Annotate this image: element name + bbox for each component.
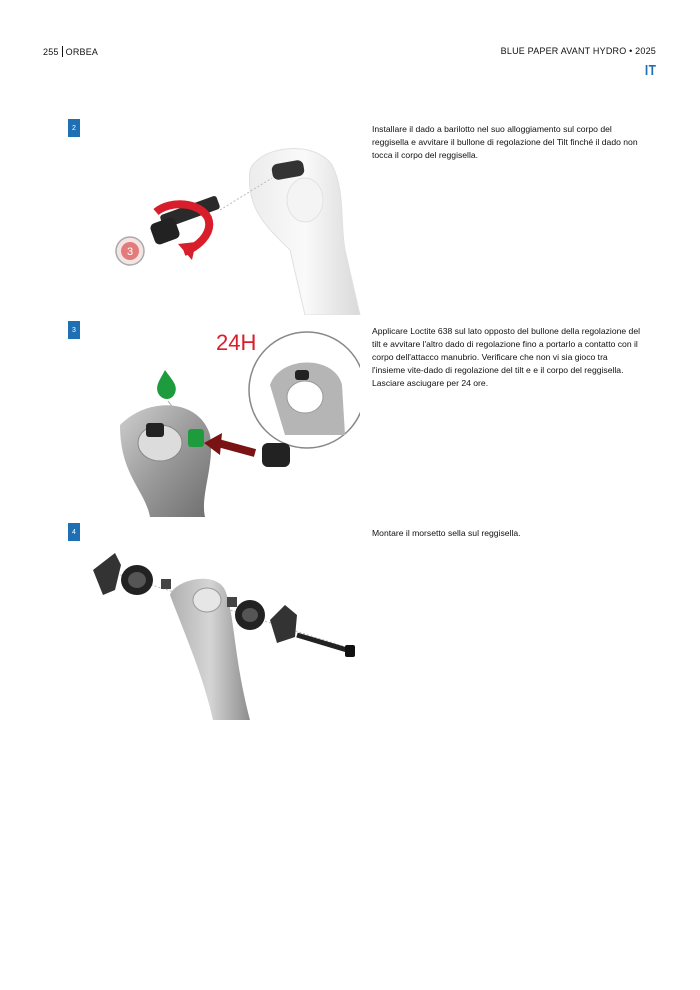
brand-name: ORBEA — [65, 46, 99, 57]
step-2-text: Installare il dado a barilotto nel suo alloggiamento sul corpo del reggisella e avvitare il bullone di regolazione del Tilt finché il dado non tocca il corpo del reggisella. — [372, 124, 638, 160]
callout-number: 3 — [126, 246, 134, 258]
step-3-text: Applicare Loctite 638 sul lato opposto del bullone della regolazione del tilt e avvitare l'altro dado di regolazione fino a portarlo a contatto con il corpo dell'attacco manubrio. Verificare che non vi sia gioco tra l'insieme vite-dado di regolazione del tilt e e il corpo del reggisella. Lasciare asciugare per 24 ore. — [372, 326, 641, 388]
step-3-illustration — [110, 325, 360, 517]
page-number: 255 — [43, 46, 59, 57]
language-code: IT — [644, 62, 656, 79]
loctite-drop-icon — [157, 370, 176, 399]
header-divider — [62, 46, 63, 57]
step-2-illustration — [100, 130, 362, 315]
page-header-left — [43, 46, 98, 57]
step-4-illustration — [85, 545, 360, 720]
step-4-badge: 4 — [68, 523, 80, 541]
cure-time-label: 24H — [216, 330, 257, 355]
step-3-badge: 3 — [68, 321, 80, 339]
step-4-text: Montare il morsetto sella sul reggisella. — [372, 528, 521, 538]
document-title: BLUE PAPER AVANT HYDRO • 2025 — [500, 46, 656, 56]
step-2-badge: 2 — [68, 119, 80, 137]
step-2-callout — [116, 237, 144, 265]
